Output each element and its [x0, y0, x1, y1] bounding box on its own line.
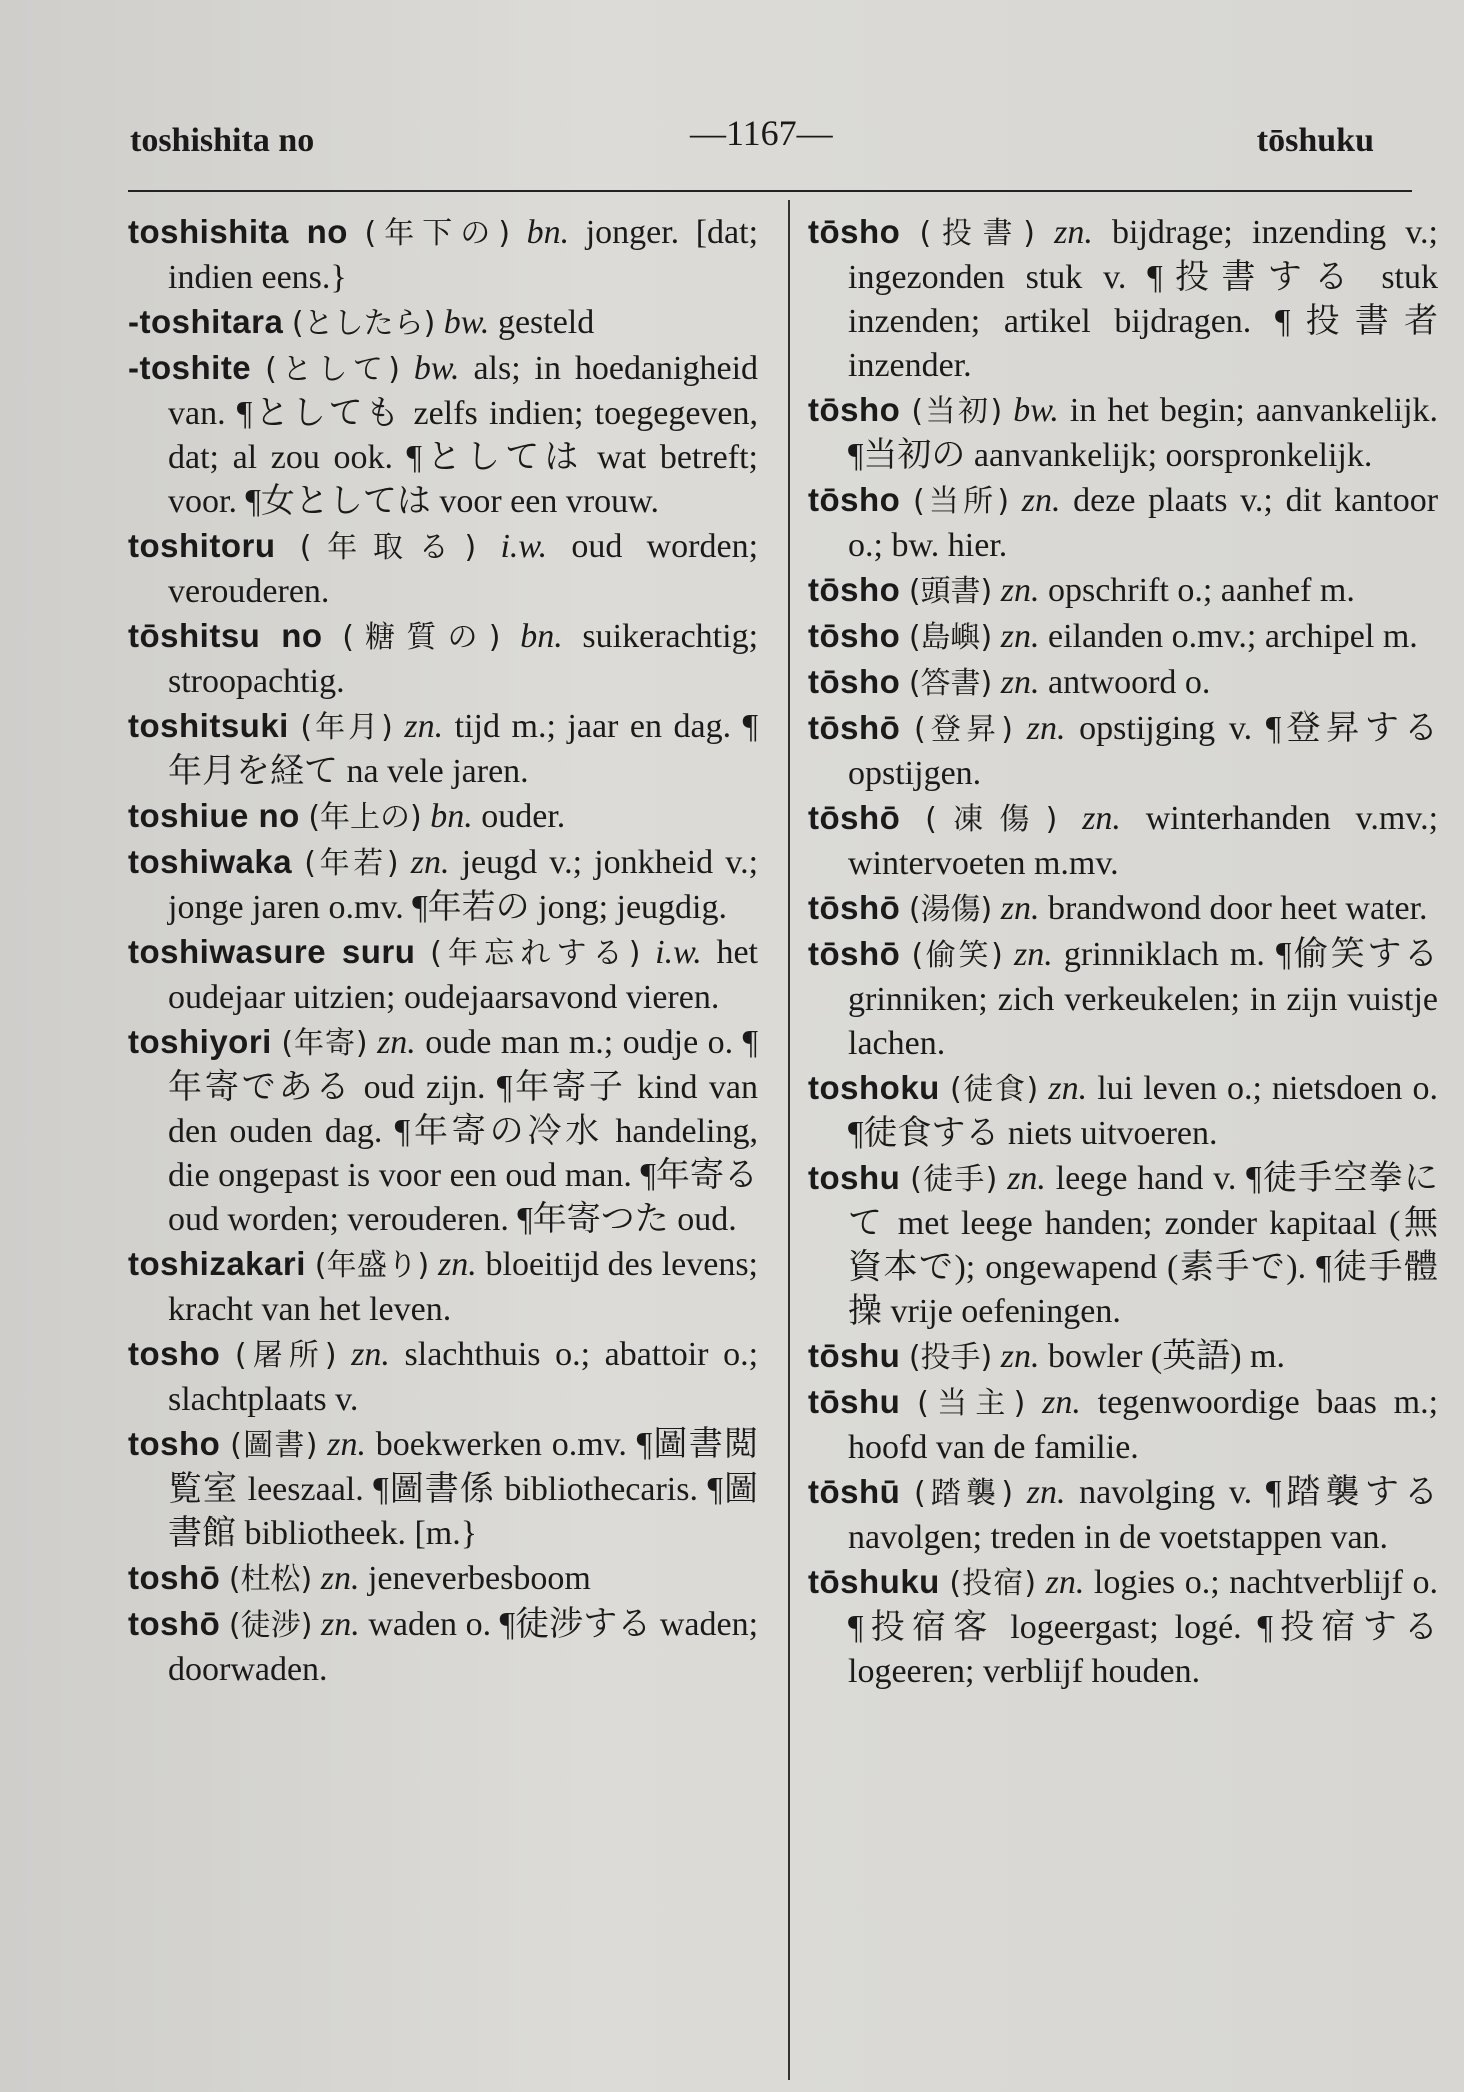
- kanji: (年下の): [364, 216, 511, 251]
- headword: toshu: [808, 1159, 901, 1196]
- dictionary-entry: [808, 478, 1438, 568]
- kanji: (糖質の): [342, 620, 501, 655]
- headword: tōsho: [808, 391, 901, 428]
- kanji: (当主): [917, 1386, 1026, 1421]
- definition: tijd m.; jaar en dag. ¶年月を経て na vele jaren.: [168, 708, 759, 790]
- definition: opschrift o.; aanhef m.: [1047, 572, 1355, 609]
- grammar-label: zn.: [327, 1426, 366, 1463]
- grammar-label: zn.: [1000, 618, 1040, 655]
- dictionary-entry: [128, 1422, 758, 1556]
- dictionary-entry: [128, 346, 758, 524]
- definition: opstijging v. ¶登昇する opstijgen.: [848, 710, 1439, 792]
- kanji: (年若): [304, 846, 399, 881]
- kanji: (頭書): [908, 574, 993, 609]
- headword: toshishita no: [128, 213, 348, 250]
- headword: tōshū: [808, 1473, 901, 1510]
- kanji: (として): [265, 352, 400, 387]
- grammar-label: bn.: [430, 798, 473, 835]
- grammar-label: zn.: [1000, 890, 1040, 927]
- kanji: (当初): [911, 394, 1003, 429]
- kanji: (答書): [908, 666, 993, 701]
- definition: bloeitijd des levens; kracht van het leven.: [168, 1246, 759, 1328]
- definition: slachthuis o.; abattoir o.; slachtplaats v.: [168, 1336, 759, 1418]
- definition: logies o.; nachtverblijf o. ¶投宿客 logeergast; logé. ¶投宿する logeeren; verblijf houden.: [848, 1564, 1438, 1690]
- headword: tōshō: [808, 799, 901, 836]
- definition: suikerachtig; stroopachtig.: [168, 618, 759, 700]
- kanji: (年盛り): [314, 1248, 430, 1283]
- dictionary-entry: [128, 524, 758, 614]
- definition: boekwerken o.mv. ¶圖書閲覧室 leeszaal. ¶圖書係 bibliothecaris. ¶圖書館 bibliotheek. [m.}: [168, 1426, 759, 1552]
- definition: brandwond door heet water.: [1047, 890, 1428, 927]
- dictionary-entry: [128, 1242, 758, 1332]
- dictionary-entry: [128, 1020, 758, 1242]
- dictionary-entry: [808, 1560, 1438, 1694]
- kanji: (年忘れする): [430, 936, 641, 971]
- dictionary-entry: [128, 614, 758, 704]
- grammar-label: bw.: [1013, 392, 1059, 429]
- headword: tōshō: [808, 709, 901, 746]
- definition: eilanden o.mv.; archipel m.: [1047, 618, 1418, 655]
- headword: toshō: [128, 1559, 221, 1596]
- headword: tōsho: [808, 663, 901, 700]
- kanji: (投書): [919, 216, 1035, 251]
- kanji: (凍傷): [925, 802, 1058, 837]
- dictionary-entry: [808, 1066, 1438, 1156]
- kanji: (徒食): [949, 1072, 1039, 1107]
- kanji: (当所): [913, 484, 1010, 519]
- headword: tōshu: [808, 1383, 901, 1420]
- definition: tegenwoordige baas m.; hoofd van de familie.: [848, 1384, 1439, 1466]
- definition: ouder.: [481, 798, 566, 835]
- kanji: (島嶼): [908, 620, 993, 655]
- header-left-guideword: toshishita no: [130, 122, 315, 159]
- headword: toshō: [128, 1605, 221, 1642]
- dictionary-entry: [808, 706, 1438, 796]
- headword: tōshu: [808, 1337, 901, 1374]
- dictionary-entry: [808, 932, 1438, 1066]
- grammar-label: zn.: [1026, 710, 1066, 747]
- dictionary-entry: [808, 614, 1438, 660]
- definition: jeneverbesboom: [367, 1560, 591, 1597]
- headword: toshitsuki: [128, 707, 289, 744]
- definition: jonger. [dat; indien eens.}: [168, 214, 759, 296]
- left-column: [128, 210, 758, 1692]
- definition: het oudejaar uitzien; oudejaarsavond vieren.: [168, 934, 758, 1016]
- grammar-label: zn.: [1042, 1384, 1081, 1421]
- definition: deze plaats v.; dit kantoor o.; bw. hier.: [848, 482, 1439, 564]
- header-rule: [128, 190, 1412, 192]
- headword: toshiyori: [128, 1023, 272, 1060]
- grammar-label: bn.: [526, 214, 570, 251]
- headword: toshiwasure suru: [128, 933, 416, 970]
- headword: tōsho: [808, 213, 901, 250]
- dictionary-entry: [808, 1334, 1438, 1380]
- dictionary-entry: [128, 930, 758, 1020]
- headword: tōshō: [808, 889, 901, 926]
- dictionary-entry: [128, 1556, 758, 1602]
- definition: antwoord o.: [1047, 664, 1211, 701]
- kanji: (踏襲): [914, 1476, 1014, 1511]
- grammar-label: zn.: [1021, 482, 1061, 519]
- definition: winterhanden v.mv.; wintervoeten m.mv.: [848, 800, 1439, 882]
- definition: als; in hoedanigheid van. ¶としても zelfs indien; toegegeven, dat; al zou ook. ¶としては wat betreft; voor. ¶女としては voor een vrouw.: [168, 350, 759, 520]
- dictionary-entry: [128, 300, 758, 346]
- kanji: (杜松): [228, 1562, 313, 1597]
- grammar-label: zn.: [1014, 936, 1053, 973]
- headword: toshoku: [808, 1069, 940, 1106]
- headword: tōshitsu no: [128, 617, 323, 654]
- grammar-label: zn.: [1000, 1338, 1040, 1375]
- definition: in het begin; aanvankelijk. ¶当初の aanvankelijk; oorspronkelijk.: [848, 392, 1439, 474]
- grammar-label: i.w.: [500, 528, 548, 565]
- kanji: (徒手): [910, 1162, 998, 1197]
- headword: toshitoru: [128, 527, 276, 564]
- kanji: (年上の): [308, 800, 422, 835]
- kanji: (投手): [908, 1340, 993, 1375]
- grammar-label: bn.: [520, 618, 563, 655]
- grammar-label: zn.: [320, 1560, 360, 1597]
- header-right-guideword: tōshuku: [1256, 122, 1374, 159]
- definition: jeugd v.; jonkheid v.; jonge jaren o.mv. ¶年若の jong; jeugdig.: [168, 844, 759, 926]
- definition: lui leven o.; nietsdoen o. ¶徒食する niets uitvoeren.: [848, 1070, 1438, 1152]
- headword: tōsho: [808, 571, 901, 608]
- headword: tōsho: [808, 617, 901, 654]
- dictionary-entry: [808, 886, 1438, 932]
- headword: tōshuku: [808, 1563, 940, 1600]
- grammar-label: i.w.: [655, 934, 702, 971]
- headword: tōshō: [808, 935, 901, 972]
- page-number: —1167—: [690, 113, 833, 153]
- grammar-label: zn.: [1007, 1160, 1046, 1197]
- grammar-label: zn.: [1048, 1070, 1088, 1107]
- dictionary-entry: [808, 210, 1438, 388]
- dictionary-entry: [128, 1602, 758, 1692]
- definition: bijdrage; inzending v.; ingezonden stuk v. ¶投書する stuk inzenden; artikel bijdragen. ¶投書者 inzender.: [848, 214, 1438, 384]
- definition: waden o. ¶徒涉する waden; doorwaden.: [168, 1606, 759, 1688]
- right-column: [808, 210, 1438, 1694]
- kanji: (偷笑): [911, 938, 1003, 973]
- headword: tosho: [128, 1335, 221, 1372]
- dictionary-entry: [808, 796, 1438, 886]
- kanji: (年寄): [281, 1026, 368, 1061]
- kanji: (屠所): [234, 1338, 337, 1373]
- definition: grinniklach m. ¶偷笑する grinniken; zich verkeukelen; in zijn vuistje lachen.: [848, 936, 1439, 1062]
- kanji: (登昇): [914, 712, 1014, 747]
- definition: gesteld: [497, 304, 595, 341]
- dictionary-entry: [128, 704, 758, 794]
- column-divider: [788, 200, 790, 2080]
- headword: toshiwaka: [128, 843, 293, 880]
- grammar-label: zn.: [377, 1024, 416, 1061]
- dictionary-entry: [128, 794, 758, 840]
- grammar-label: zn.: [1026, 1474, 1066, 1511]
- dictionary-entry: [808, 1156, 1438, 1334]
- headword: -toshite: [128, 349, 252, 386]
- kanji: (投宿): [949, 1566, 1037, 1601]
- grammar-label: zn.: [1082, 800, 1121, 837]
- definition: oude man m.; oudje o. ¶年寄である oud zijn. ¶年寄子 kind van den ouden dag. ¶年寄の冷水 handeling, die ongepast is voor een oud man. ¶年寄る oud worden; verouderen. ¶年寄つた oud.: [168, 1024, 759, 1238]
- grammar-label: zn.: [1054, 214, 1093, 251]
- headword: tosho: [128, 1425, 221, 1462]
- dictionary-entry: [128, 1332, 758, 1422]
- grammar-label: bw.: [413, 350, 460, 387]
- headword: toshiue no: [128, 797, 300, 834]
- kanji: (としたら): [291, 306, 436, 341]
- dictionary-entry: [808, 660, 1438, 706]
- kanji: (年取る): [299, 530, 477, 565]
- kanji: (圖書): [230, 1428, 318, 1463]
- grammar-label: zn.: [404, 708, 444, 745]
- headword: tōsho: [808, 481, 901, 518]
- grammar-label: zn.: [1045, 1564, 1085, 1601]
- headword: -toshitara: [128, 303, 284, 340]
- definition: oud worden; verouderen.: [168, 528, 759, 610]
- kanji: (年月): [300, 710, 393, 745]
- kanji: (徒涉): [228, 1608, 313, 1643]
- grammar-label: zn.: [437, 1246, 477, 1283]
- grammar-label: zn.: [410, 844, 450, 881]
- kanji: (湯傷): [908, 892, 993, 927]
- dictionary-entry: [808, 1380, 1438, 1470]
- dictionary-entry: [808, 568, 1438, 614]
- dictionary-entry: [128, 840, 758, 930]
- grammar-label: zn.: [321, 1606, 360, 1643]
- definition: navolging v. ¶踏襲する navolgen; treden in de voetstappen van.: [848, 1474, 1439, 1556]
- dictionary-entry: [808, 388, 1438, 478]
- grammar-label: zn.: [351, 1336, 390, 1373]
- definition: bowler (英語) m.: [1047, 1338, 1285, 1375]
- dictionary-entry: [808, 1470, 1438, 1560]
- grammar-label: zn.: [1000, 664, 1040, 701]
- page-header: [130, 112, 1414, 172]
- definition: leege hand v. ¶徒手空拳にて met leege handen; zonder kapitaal (無資本で); ongewapend (素手で). ¶徒手體操 vrije oefeningen.: [848, 1160, 1439, 1330]
- grammar-label: bw.: [443, 304, 490, 341]
- dictionary-entry: [128, 210, 758, 300]
- grammar-label: zn.: [1000, 572, 1040, 609]
- headword: toshizakari: [128, 1245, 306, 1282]
